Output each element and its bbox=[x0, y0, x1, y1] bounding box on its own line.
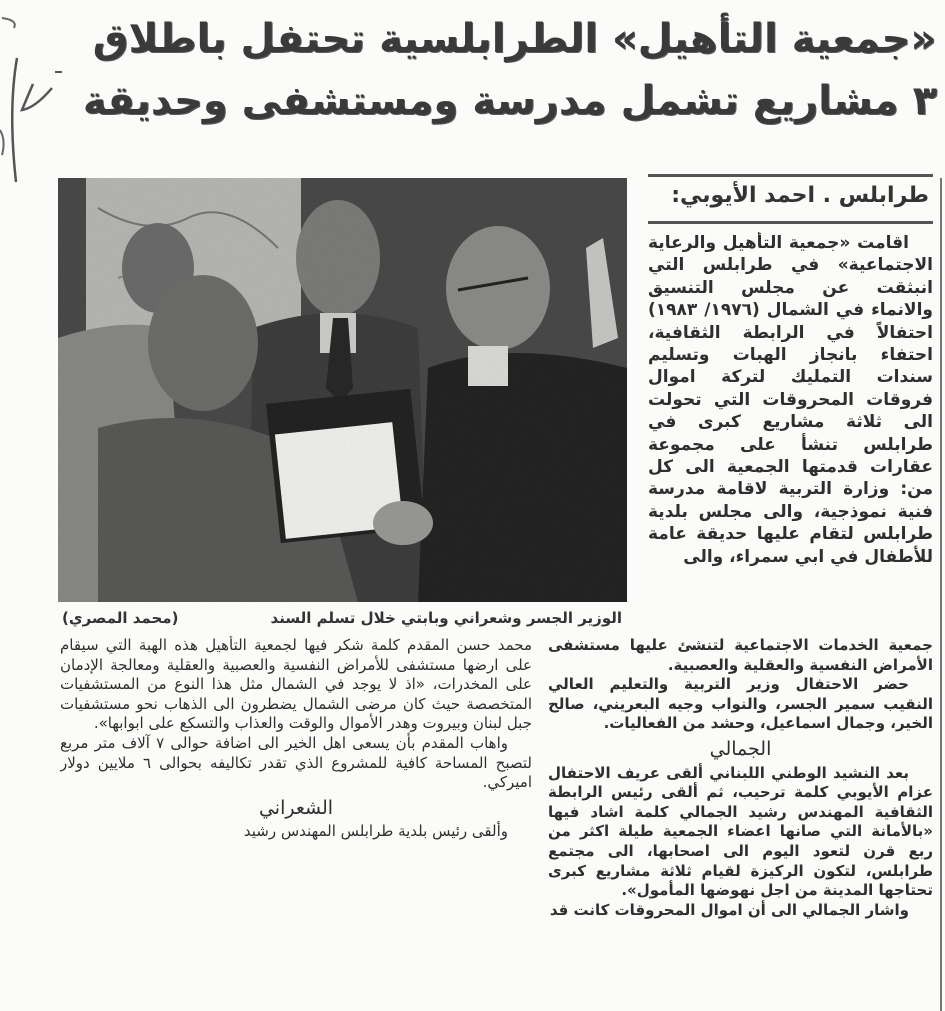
paragraph: وألقى رئيس بلدية طرابلس المهندس رشيد bbox=[243, 822, 508, 841]
photo-illustration-icon bbox=[58, 178, 627, 602]
column-divider bbox=[940, 178, 942, 1011]
subheading-shaarani: الشعراني bbox=[258, 796, 334, 819]
body-column-right-top bbox=[648, 232, 933, 604]
headline bbox=[82, 8, 937, 132]
photo-credit: (محمد المصري) bbox=[62, 609, 179, 627]
article-photo bbox=[58, 178, 627, 602]
caption-text: الوزير الجسر وشعراني وبابتي خلال تسلم السند bbox=[270, 609, 622, 627]
paragraph: حضر الاحتفال وزير التربية والتعليم العالي النقيب سمير الجسر، والنواب وجيه البعريني، صالح الخير، وجمال اسماعيل، وحشد من الفعاليات. bbox=[548, 675, 933, 733]
paragraph: واهاب المقدم بأن يسعى اهل الخير الى اضافة حوالى ٧ آلاف متر مربع لتصبح المساحة كافية للمشروع الذي تقدر تكاليفه بحوالى ٦ ملايين دولار اميركي. bbox=[60, 733, 532, 792]
paragraph: محمد حسن المقدم كلمة شكر فيها لجمعية التأهيل هذه الهبة التي سيقام على ارضها مستشفى للأمراض النفسية والعصبية والعقلية ومعالجة الإدمان على المخدرات، «اذ لا يوجد في الشمال مثل هذا النوع من المستشفيات المتخصصة حيث كان مرضى الشمال يضطرون الى الذهاب نحو مستشفيات جبل لبنان وبيروت وهدر الأموال والوقت والعذاب والتسكع على ابوابها». bbox=[60, 636, 532, 733]
handwritten-mark-icon bbox=[0, 0, 80, 190]
paragraph: بعد النشيد الوطني اللبناني ألقى عريف الاحتفال عزام الأيوبي كلمة ترحيب، ثم ألقى رئيس الرابطة الثقافية المهندس رشيد الجمالي كلمة اشاد فيها «بالأمانة التي صانها اعضاء الجمعية طيلة اكثر من ربع قرن لتعود اليوم الى اصحابها، الى مجتمع طرابلس، لتكون الركيزة لقيام ثلاثة مشاريع كبرى تحتاجها المدينة من اجل نهوضها المأمول». bbox=[548, 763, 933, 900]
subheading-jamali: الجمالي bbox=[709, 737, 772, 760]
byline: طرابلس . احمد الأيوبي: bbox=[671, 183, 929, 208]
paragraph: واشار الجمالي الى أن اموال المحروقات كانت قد bbox=[549, 900, 909, 919]
headline-line-1: «جمعية التأهيل» الطرابلسية تحتفل باطلاق bbox=[92, 16, 937, 62]
byline-box bbox=[648, 174, 933, 224]
body-column-right-bottom bbox=[548, 636, 933, 1011]
body-column-left bbox=[60, 636, 532, 1011]
photo-caption bbox=[62, 608, 622, 630]
paragraph: جمعية الخدمات الاجتماعية لتنشئ عليها مستشفى الأمراض النفسية والعقلية والعصبية. bbox=[548, 636, 933, 674]
paragraph: اقامت «جمعية التأهيل والرعاية الاجتماعية» في طرابلس التي انبثقت عن مجلس التنسيق والانماء في الشمال (١٩٧٦/ ١٩٨٣) احتفالاً في الرابطة الثقافية، احتفاء بانجاز الهبات وتسليم سندات التمليك لتركة اموال فروقات المحروقات التي تحولت الى ثلاثة مشاريع كبرى في طرابلس تنشأ على مجموعة عقارات قدمتها الجمعية الى كل من: وزارة التربية لاقامة مدرسة فنية نموذجية، والى مجلس بلدية طرابلس لتقام عليها حديقة عامة للأطفال في ابي سمراء، والى bbox=[648, 233, 933, 567]
headline-line-2: ٣ مشاريع تشمل مدرسة ومستشفى وحديقة bbox=[82, 78, 937, 124]
